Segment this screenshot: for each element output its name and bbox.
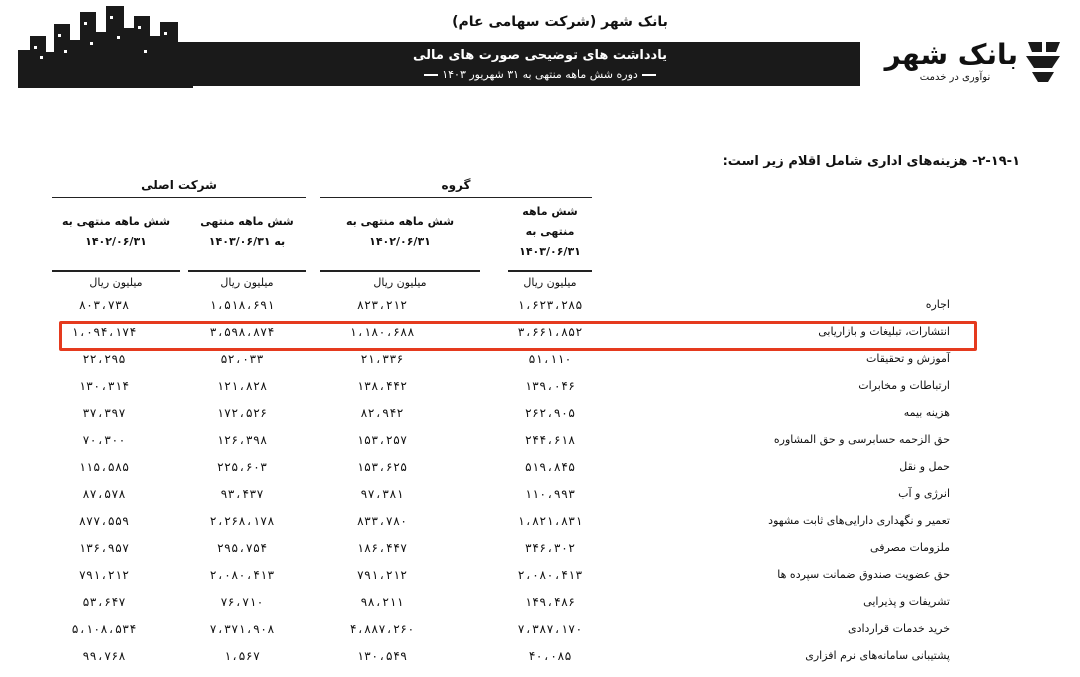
value-cell: ۹۳،۴۳۷	[220, 487, 264, 501]
value-cell: ۸۲،۹۴۲	[360, 406, 404, 420]
value-cell: ۱،۱۸۰،۶۸۸	[349, 325, 415, 339]
table-row	[0, 510, 1080, 537]
value-cell: ۷۹۱،۲۱۲	[356, 568, 408, 582]
bank-logo-wordmark: بانک شهر	[884, 38, 1018, 71]
value-cell: ۱۵۳،۲۵۷	[356, 433, 408, 447]
highlight-box	[59, 321, 977, 351]
value-cell: ۲۱،۳۳۶	[360, 352, 404, 366]
column-rule	[52, 270, 180, 272]
column-header-line: شش ماهه منتهی	[200, 215, 294, 228]
row-label: هزینه بیمه	[903, 406, 950, 419]
value-cell: ۱،۰۹۴،۱۷۴	[71, 325, 137, 339]
section-title: ۲-۱۹-۱- هزینه‌های اداری شامل اقلام زیر است:	[722, 154, 1020, 169]
value-cell: ۱۱۵،۵۸۵	[78, 460, 130, 474]
value-cell: ۱۳۰،۵۴۹	[356, 649, 408, 663]
value-cell: ۳،۶۶۱،۸۵۲	[517, 325, 583, 339]
value-cell: ۲،۰۸۰،۴۱۳	[517, 568, 583, 582]
value-cell: ۲۹۵،۷۵۴	[216, 541, 268, 555]
row-label: حق عضویت صندوق ضمانت سپرده ها	[777, 568, 950, 581]
column-header-line: شش ماهه منتهی به	[345, 215, 455, 228]
value-cell: ۱،۶۲۳،۲۸۵	[517, 298, 583, 312]
value-cell: ۸۳۳،۷۸۰	[356, 514, 408, 528]
column-header-line: ۱۴۰۲/۰۶/۳۱	[85, 235, 147, 248]
value-cell: ۳۷،۳۹۷	[82, 406, 126, 420]
value-cell: ۷۰،۳۰۰	[82, 433, 126, 447]
group-header-parent: شرکت اصلی	[141, 178, 217, 192]
column-header	[508, 202, 592, 262]
value-cell: ۱۴۹،۴۸۶	[524, 595, 576, 609]
value-cell: ۱،۵۱۸،۶۹۱	[209, 298, 275, 312]
table-row	[0, 402, 1080, 429]
unit-label: میلیون ریال	[89, 276, 143, 289]
column-header	[52, 212, 180, 252]
value-cell: ۲۲،۲۹۵	[82, 352, 126, 366]
bank-tagline: نوآوری در خدمت	[919, 72, 991, 83]
value-cell: ۱۸۶،۴۴۷	[356, 541, 408, 555]
value-cell: ۷،۳۸۷،۱۷۰	[517, 622, 583, 636]
table-row	[0, 483, 1080, 510]
table-row	[0, 537, 1080, 564]
value-cell: ۳۴۶،۳۰۲	[524, 541, 576, 555]
value-cell: ۹۸،۲۱۱	[360, 595, 404, 609]
value-cell: ۲۶۲،۹۰۵	[524, 406, 576, 420]
value-cell: ۵۳،۶۴۷	[82, 595, 126, 609]
value-cell: ۵۱۹،۸۴۵	[524, 460, 576, 474]
unit-label: میلیون ریال	[523, 276, 577, 289]
period-text: دوره شش ماهه منتهی به ۳۱ شهریور ۱۴۰۳	[442, 68, 638, 81]
row-label: تعمیر و نگهداری دارایی‌های ثابت مشهود	[768, 514, 950, 527]
value-cell: ۱۷۲،۵۲۶	[216, 406, 268, 420]
group-divider	[52, 197, 306, 198]
value-cell: ۱،۵۶۷	[223, 649, 261, 663]
column-header-line: به ۱۴۰۳/۰۶/۳۱	[208, 235, 286, 248]
column-header-line: ۱۴۰۳/۰۶/۳۱	[519, 245, 581, 258]
value-cell: ۱۳۹،۰۴۶	[524, 379, 576, 393]
value-cell: ۱۳۸،۴۴۲	[356, 379, 408, 393]
table-row	[0, 645, 1080, 672]
table-row	[0, 429, 1080, 456]
value-cell: ۲۲۵،۶۰۳	[216, 460, 268, 474]
row-label: تشریفات و پذیرایی	[863, 595, 950, 608]
table-row	[0, 456, 1080, 483]
value-cell: ۵۲،۰۳۳	[220, 352, 264, 366]
group-header-consolidated: گروه	[441, 178, 471, 192]
column-rule	[188, 270, 306, 272]
value-cell: ۵۱،۱۱۰	[528, 352, 572, 366]
table-row	[0, 591, 1080, 618]
value-cell: ۹۹،۷۶۸	[82, 649, 126, 663]
column-rule	[320, 270, 480, 272]
value-cell: ۲،۰۸۰،۴۱۳	[209, 568, 275, 582]
column-header-line: شش ماهه منتهی به	[61, 215, 171, 228]
row-label: ملزومات مصرفی	[870, 541, 950, 554]
row-label: حق الزحمه حسابرسی و حق المشاوره	[773, 433, 950, 446]
row-label: پشتیبانی سامانه‌های نرم افزاری	[805, 649, 950, 662]
value-cell: ۱۵۳،۶۲۵	[356, 460, 408, 474]
column-header-line: ۱۴۰۲/۰۶/۳۱	[369, 235, 431, 248]
group-divider	[320, 197, 592, 198]
value-cell: ۷۹۱،۲۱۲	[78, 568, 130, 582]
value-cell: ۸۷،۵۷۸	[82, 487, 126, 501]
value-cell: ۵،۱۰۸،۵۳۴	[71, 622, 137, 636]
column-header-line: منتهی به	[525, 225, 575, 238]
value-cell: ۷۶،۷۱۰	[220, 595, 264, 609]
table-row	[0, 375, 1080, 402]
value-cell: ۹۷،۳۸۱	[360, 487, 404, 501]
value-cell: ۸۲۳،۲۱۲	[356, 298, 408, 312]
row-label: خرید خدمات قراردادی	[847, 622, 950, 635]
value-cell: ۲۴۴،۶۱۸	[524, 433, 576, 447]
row-label: ارتباطات و مخابرات	[858, 379, 950, 392]
value-cell: ۴۰،۰۸۵	[528, 649, 572, 663]
column-header-line: شش ماهه	[522, 205, 578, 218]
row-label: اجاره	[925, 298, 950, 311]
value-cell: ۲،۲۶۸،۱۷۸	[209, 514, 275, 528]
value-cell: ۱۲۶،۳۹۸	[216, 433, 268, 447]
unit-label: میلیون ریال	[373, 276, 427, 289]
document-title: یادداشت های توضیحی صورت های مالی	[412, 48, 667, 63]
bank-logo-icon	[1022, 38, 1064, 84]
value-cell: ۱۳۰،۳۱۴	[78, 379, 130, 393]
value-cell: ۱۳۶،۹۵۷	[78, 541, 130, 555]
value-cell: ۳،۵۹۸،۸۷۴	[209, 325, 275, 339]
row-label: انرژی و آب	[898, 487, 950, 500]
value-cell: ۴،۸۸۷،۲۶۰	[349, 622, 415, 636]
value-cell: ۱۲۱،۸۲۸	[216, 379, 268, 393]
value-cell: ۷،۳۷۱،۹۰۸	[209, 622, 275, 636]
table-row	[0, 294, 1080, 321]
column-header	[320, 212, 480, 252]
value-cell: ۱۱۰،۹۹۳	[524, 487, 576, 501]
table-row	[0, 564, 1080, 591]
column-header	[188, 212, 306, 252]
column-rule	[508, 270, 592, 272]
value-cell: ۸۷۷،۵۵۹	[78, 514, 130, 528]
unit-label: میلیون ریال	[220, 276, 274, 289]
period-subtitle	[400, 68, 680, 84]
row-label: آموزش و تحقیقات	[866, 352, 950, 365]
table-row	[0, 618, 1080, 645]
value-cell: ۱،۸۲۱،۸۳۱	[517, 514, 583, 528]
row-label: حمل و نقل	[899, 460, 950, 473]
value-cell: ۸۰۳،۷۳۸	[78, 298, 130, 312]
bank-name: بانک شهر (شرکت سهامی عام)	[452, 14, 668, 30]
row-label: انتشارات، تبلیغات و بازاریابی	[818, 325, 950, 338]
table-row	[0, 348, 1080, 375]
